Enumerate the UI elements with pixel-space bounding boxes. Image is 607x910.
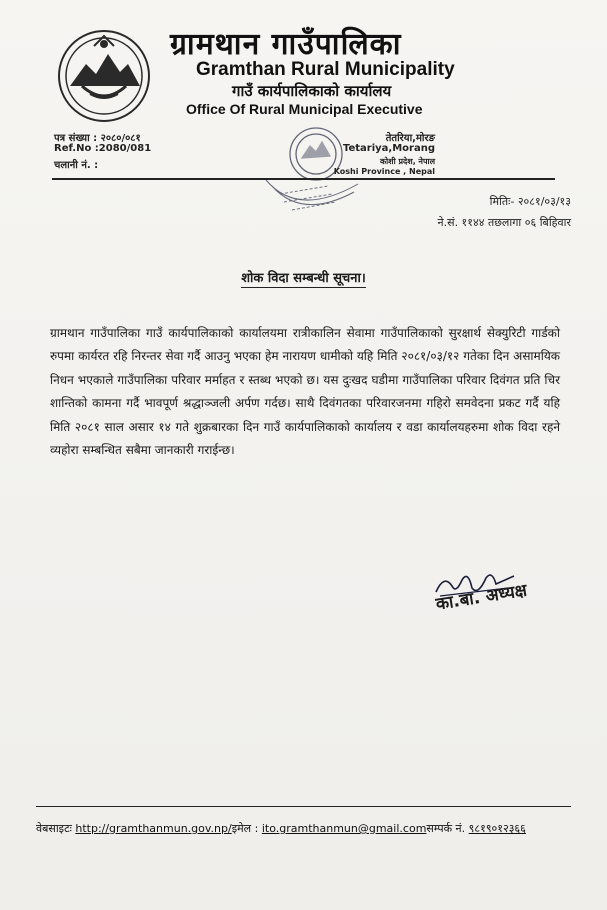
municipality-name-nepali: ग्रामथान गाउँपालिका <box>170 27 402 62</box>
address-nepali: तेतरिया,मोरङ <box>385 133 435 144</box>
website-link[interactable]: http://gramthanmun.gov.np/ <box>75 822 232 835</box>
email-label: इमेल : <box>231 822 259 835</box>
office-name-english: Office Of Rural Municipal Executive <box>186 101 423 117</box>
website-label: वेबसाइटः <box>36 822 72 835</box>
patra-sankhya: पत्र संख्या : २०८०/०८१ <box>54 133 141 144</box>
ref-number: Ref.No :2080/081 <box>54 143 152 154</box>
office-name-nepali: गाउँ कार्यपालिकाको कार्यालय <box>232 82 392 100</box>
province-nepali: कोशी प्रदेश, नेपाल <box>379 157 435 166</box>
email-link[interactable]: ito.gramthanmun@gmail.com <box>261 822 427 835</box>
province-english: Koshi Province , Nepal <box>333 167 435 176</box>
letter-body: ग्रामथान गाउँपालिका गाउँ कार्यपालिकाको कार्यालयमा रात्रीकालिन सेवामा गाउँपालिकाको सुरक्षार्थ सेक्युरिटी गार्डको रुपमा कार्यरत रहि निरन्तर सेवा गर्दै आउनु भएका हेम नारायण धामीको यहि मिति २०८१/०३/१२ गतेका दिन असामयिक निधन भएकाले गाउँपालिका परिवार मर्माहत र स्तब्ध भएको छ। यस दुःखद घडीमा गाउँपालिका परिवार दिवंगत प्रति चिर शान्तिको कामना गर्दै भावपूर्ण श्रद्धाञ्जली अर्पण गर्दछ। साथै दिवंगतका परिवारजनमा गहिरो समवेदना प्रकट गर्दै यहि मिति २०८१ साल असार १४ गते शुक्रबारका दिन गाउँ कार्यपालिकाको कार्यालय र वडा कार्यालयहरुमा शोक विदा रहने व्यहोरा सम्बन्धित सबैमा जानकारी गराईन्छ। <box>50 326 560 458</box>
subject-text: शोक विदा सम्बन्धी सूचना। <box>241 271 366 286</box>
phone-number: ९८१९०१२३६६ <box>468 822 526 835</box>
address-english: Tetariya,Morang <box>342 143 435 154</box>
footer-contact <box>36 821 526 836</box>
nepal-sambat-date: ने.सं. ११४४ तछलागा ०६ बिहिवार <box>437 216 571 229</box>
municipality-logo <box>56 28 152 124</box>
footer-divider <box>36 806 571 807</box>
letter-date: मितिः- २०८१/०३/१३ <box>489 195 571 208</box>
header-divider <box>52 178 555 180</box>
chalani-number: चलानी नं. : <box>54 160 99 171</box>
letter-subject <box>0 268 607 286</box>
signatory-title: का.बा. अध्यक्ष <box>434 580 529 615</box>
municipality-name-english: Gramthan Rural Municipality <box>196 59 455 80</box>
phone-label: सम्पर्क नं. <box>426 822 466 835</box>
